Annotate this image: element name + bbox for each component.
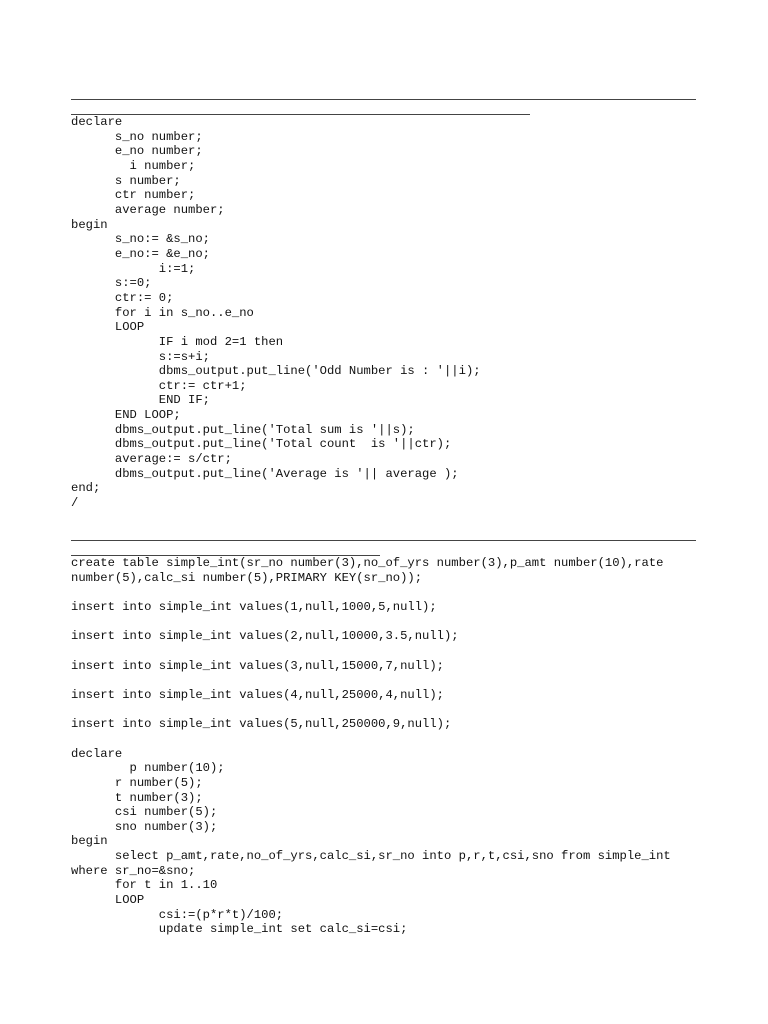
code-block-1 — [71, 115, 481, 511]
code-line: create table simple_int(sr_no number(3),no_of_yrs number(3),p_amt number(10),rate — [71, 556, 664, 570]
code-line: IF i mod 2=1 then — [71, 334, 284, 349]
code-line: number(5),calc_si number(5),PRIMARY KEY(sr_no)); — [71, 570, 423, 585]
code-line: sno number(3); — [71, 819, 218, 834]
code-line: e_no number; — [71, 144, 203, 159]
code-line: insert into simple_int values(1,null,1000,5,null); — [71, 599, 437, 614]
code-line: s_no:= &s_no; — [71, 232, 210, 247]
code-line: p number(10); — [71, 761, 225, 776]
code-line: END IF; — [71, 393, 210, 408]
code-line: ctr number; — [71, 188, 196, 203]
code-line: / — [71, 496, 79, 511]
code-line: r number(5); — [71, 775, 203, 790]
code-line: e_no:= &e_no; — [71, 246, 210, 261]
code-line: where sr_no=&sno; — [71, 863, 196, 878]
code-line: s:=0; — [71, 276, 152, 291]
code-line: t number(3); — [71, 790, 203, 805]
code-line: s:=s+i; — [71, 349, 210, 364]
code-line: dbms_output.put_line('Average is '|| average ); — [71, 466, 459, 481]
code-line: s number; — [71, 173, 181, 188]
code-line: END LOOP; — [71, 408, 181, 423]
code-line: i number; — [71, 158, 196, 173]
code-line: insert into simple_int values(2,null,10000,3.5,null); — [71, 629, 459, 644]
code-line: csi number(5); — [71, 805, 218, 820]
horizontal-rule-3 — [71, 540, 696, 541]
code-line: begin — [71, 217, 108, 232]
code-line: dbms_output.put_line('Odd Number is : '||i); — [71, 364, 481, 379]
code-line: average number; — [71, 202, 225, 217]
code-line: end; — [71, 481, 101, 496]
code-block-2 — [71, 556, 671, 937]
code-line: for i in s_no..e_no — [71, 305, 254, 320]
code-line: declare — [71, 115, 123, 129]
horizontal-rule-1 — [71, 99, 696, 100]
code-line: LOOP — [71, 320, 145, 335]
code-line: ctr:= 0; — [71, 290, 174, 305]
code-line: ctr:= ctr+1; — [71, 378, 247, 393]
code-line: declare — [71, 746, 123, 761]
code-line: average:= s/ctr; — [71, 452, 232, 467]
code-line: csi:=(p*r*t)/100; — [71, 907, 284, 922]
code-line: LOOP — [71, 893, 145, 908]
code-line: select p_amt,rate,no_of_yrs,calc_si,sr_no into p,r,t,csi,sno from simple_int — [71, 849, 671, 864]
code-line: s_no number; — [71, 129, 203, 144]
code-line: insert into simple_int values(5,null,250000,9,null); — [71, 717, 452, 732]
code-line: for t in 1..10 — [71, 878, 218, 893]
code-line: update simple_int set calc_si=csi; — [71, 922, 408, 937]
code-line: insert into simple_int values(4,null,25000,4,null); — [71, 687, 444, 702]
code-line: insert into simple_int values(3,null,15000,7,null); — [71, 658, 444, 673]
code-line: dbms_output.put_line('Total sum is '||s); — [71, 422, 415, 437]
code-line: i:=1; — [71, 261, 196, 276]
code-line: dbms_output.put_line('Total count is '||ctr); — [71, 437, 452, 452]
code-line: begin — [71, 834, 108, 849]
